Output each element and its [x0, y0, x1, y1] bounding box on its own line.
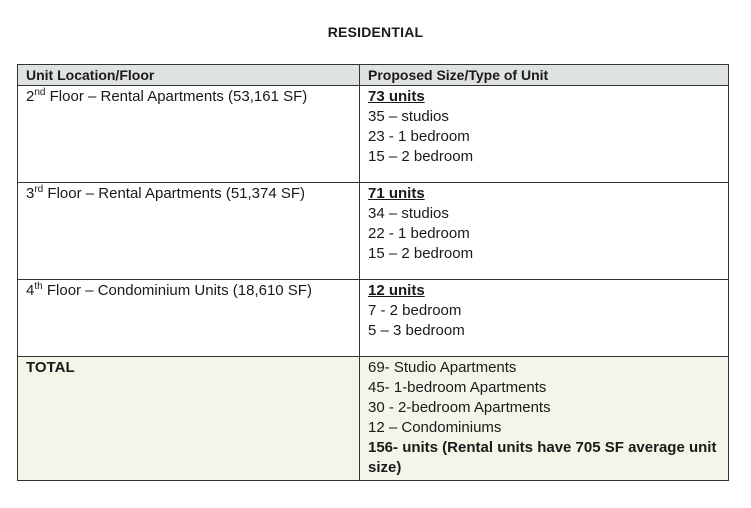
floor-description: Floor – Rental Apartments (51,374 SF): [43, 185, 306, 202]
total-line: 12 – Condominiums: [368, 419, 502, 436]
floor-number: 2: [26, 88, 35, 105]
unit-line: 7 - 2 bedroom: [368, 302, 462, 319]
column-header-unit-location: Unit Location/Floor: [18, 65, 360, 86]
residential-table: [17, 64, 729, 481]
unit-count: 12 units: [368, 282, 425, 299]
table-row: [18, 183, 729, 280]
floor-cell: [18, 280, 360, 357]
floor-cell: [18, 183, 360, 280]
table-row: [18, 86, 729, 183]
unit-line: 34 – studios: [368, 205, 449, 222]
total-line: 69- Studio Apartments: [368, 359, 517, 376]
unit-type-cell: [360, 280, 729, 357]
unit-line: 23 - 1 bedroom: [368, 128, 470, 145]
floor-suffix: rd: [34, 184, 44, 195]
column-header-proposed-size: Proposed Size/Type of Unit: [360, 65, 729, 86]
unit-type-cell: [360, 183, 729, 280]
total-cell: [360, 357, 729, 481]
total-line: 45- 1-bedroom Apartments: [368, 379, 547, 396]
unit-type-cell: [360, 86, 729, 183]
total-row: [18, 357, 729, 481]
unit-line: 35 – studios: [368, 108, 449, 125]
unit-line: 22 - 1 bedroom: [368, 225, 470, 242]
unit-line: 5 – 3 bedroom: [368, 322, 465, 339]
unit-line: 15 – 2 bedroom: [368, 148, 474, 165]
unit-count: 73 units: [368, 88, 425, 105]
unit-count: 71 units: [368, 185, 425, 202]
total-line: 30 - 2-bedroom Apartments: [368, 399, 551, 416]
table-row: [18, 280, 729, 357]
header-row: [18, 65, 729, 86]
floor-number: 4: [26, 282, 35, 299]
floor-cell: [18, 86, 360, 183]
unit-line: 15 – 2 bedroom: [368, 245, 474, 262]
floor-suffix: th: [34, 281, 43, 292]
floor-description: Floor – Condominium Units (18,610 SF): [42, 282, 312, 299]
total-label: TOTAL: [18, 357, 360, 481]
page-title: RESIDENTIAL: [327, 24, 424, 40]
floor-description: Floor – Rental Apartments (53,161 SF): [45, 88, 308, 105]
floor-number: 3: [26, 185, 35, 202]
floor-suffix: nd: [34, 87, 46, 98]
total-summary: 156- units (Rental units have 705 SF average unit size): [368, 439, 717, 476]
